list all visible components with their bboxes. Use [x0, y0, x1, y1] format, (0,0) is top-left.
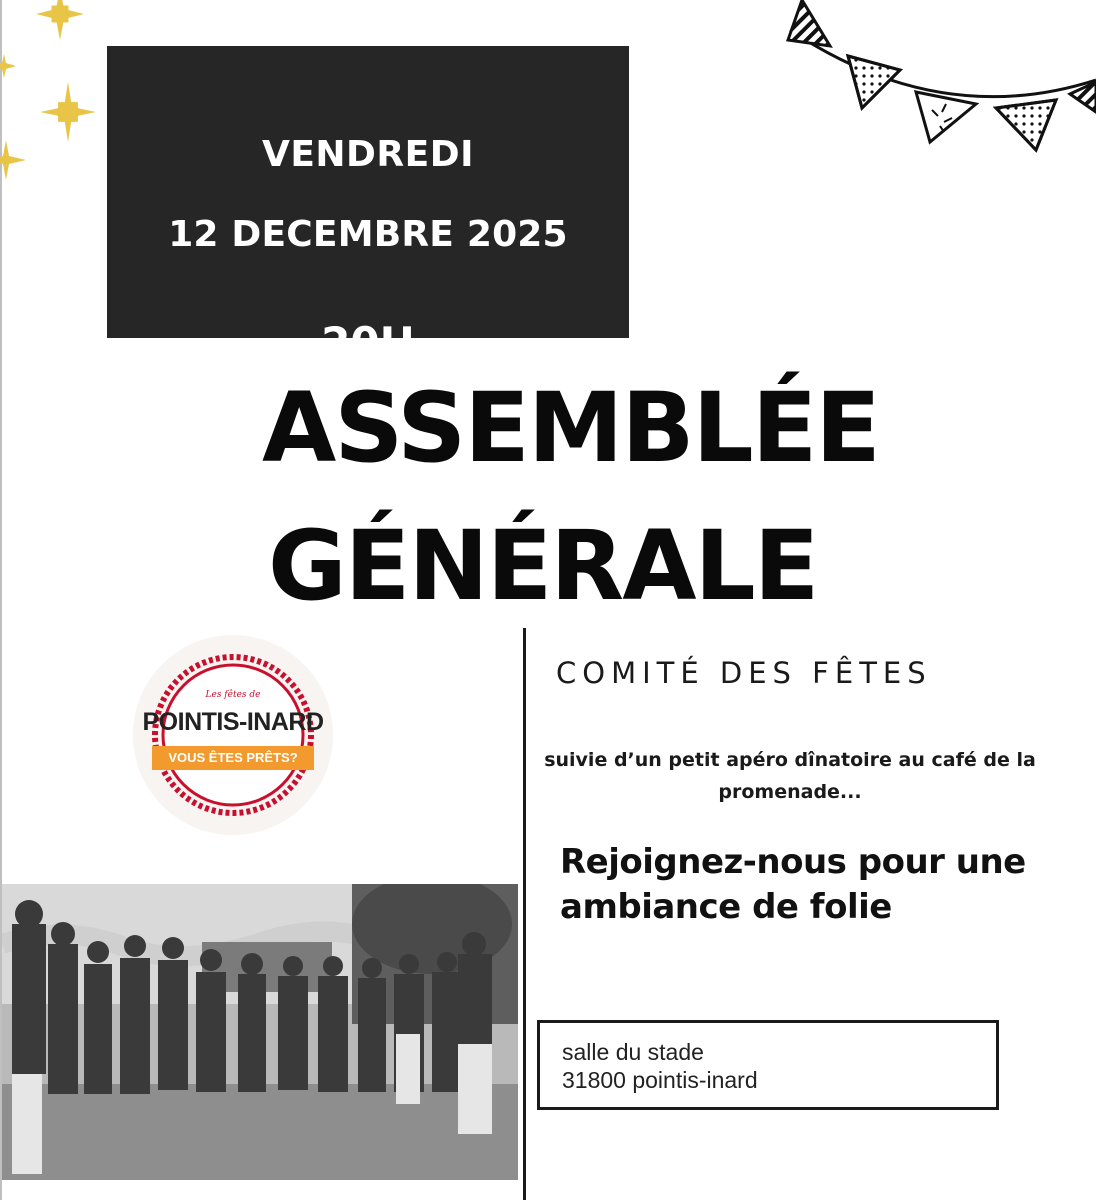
club-logo: [130, 632, 336, 838]
address-box: [537, 1020, 999, 1110]
page-title-line1: ASSEMBLÉE: [262, 372, 879, 484]
star-icon: [0, 54, 16, 78]
event-day: VENDREDI: [261, 134, 475, 175]
aperitif-text: suivie d’un petit apéro dînatoire au café de la promenade...: [544, 749, 1036, 803]
event-date-box: [107, 46, 629, 367]
event-date: 12 DECEMBRE 2025: [168, 214, 568, 255]
logo-tagline: VOUS ÊTES PRÊTS?: [168, 750, 298, 765]
column-divider: [523, 628, 526, 1200]
star-icon: [0, 140, 26, 180]
event-time: 20H: [321, 318, 415, 367]
bunting-garland: [780, 0, 1096, 160]
organizer-name: COMITÉ DES FÊTES: [556, 656, 932, 690]
star-icon: [36, 0, 84, 40]
invitation-text: Rejoignez-nous pour une ambiance de folie: [560, 842, 1026, 927]
address-line2: 31800 pointis-inard: [562, 1067, 758, 1093]
group-photo: [2, 884, 518, 1180]
logo-small-text: Les fêtes de: [205, 690, 261, 700]
logo-name: POINTIS-INARD: [142, 708, 324, 736]
page-title-line2: GÉNÉRALE: [268, 510, 818, 622]
star-decoration: [0, 0, 110, 190]
star-icon: [40, 82, 96, 142]
address-line1: salle du stade: [562, 1039, 704, 1065]
